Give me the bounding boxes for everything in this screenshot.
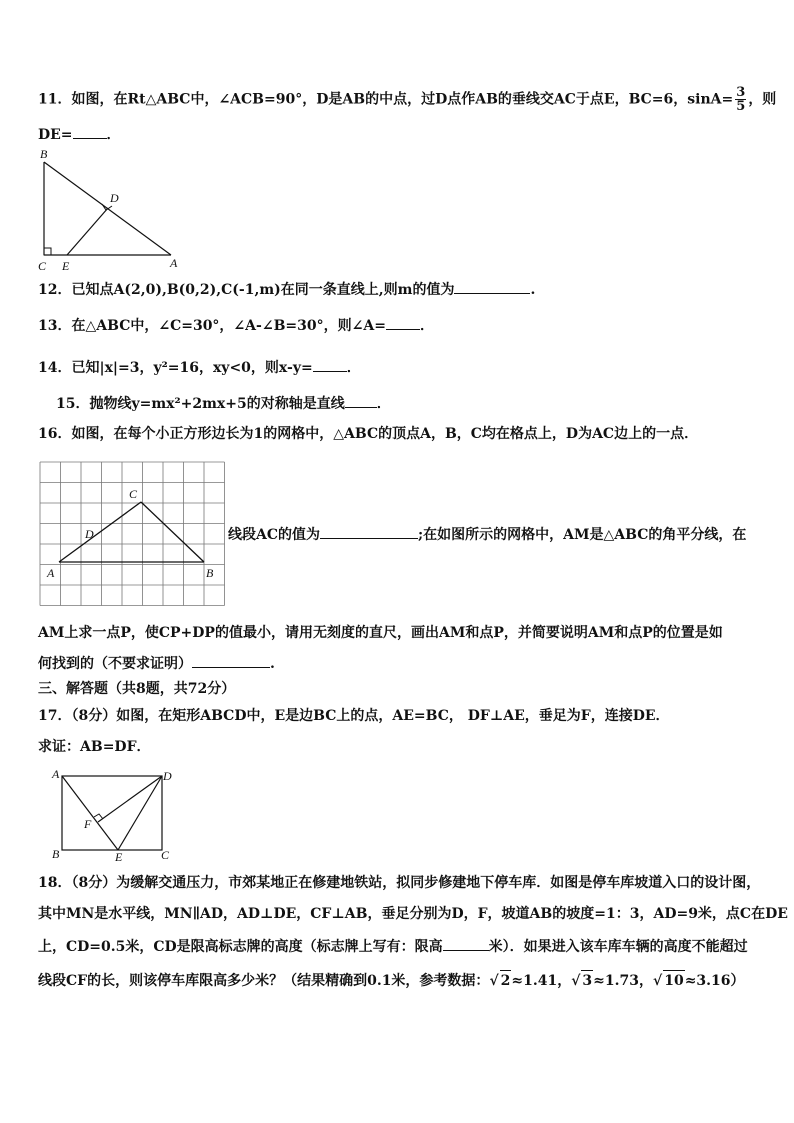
q16-label-b: B xyxy=(206,566,214,580)
q18-line4 xyxy=(38,970,745,991)
section3-title: 三、解答题（共8题，共72分） xyxy=(38,681,236,697)
q11-label-a: A xyxy=(170,256,178,270)
q11-frac-num: 3 xyxy=(736,85,746,100)
q18-line3b: 米）．如果进入该车库车辆的高度不能超过 xyxy=(488,939,748,955)
q11-label-e: E xyxy=(62,259,70,273)
q16-label-a: A xyxy=(47,566,55,580)
q18-line3a: 上，CD=0.5米，CD是限高标志牌的高度（标志牌上写有：限高 xyxy=(38,939,443,955)
q16-text-c: ;在如图所示的网格中，AM是△ABC的角平分线，在 xyxy=(418,527,747,543)
q13-text: 13．在△ABC中，∠C=30°，∠A-∠B=30°，则∠A= xyxy=(38,318,386,334)
q18-approx3: ≈3.16） xyxy=(684,973,745,989)
q17-label-e: E xyxy=(115,850,123,864)
q16-text-e: 何找到的（不要求证明） xyxy=(38,656,192,672)
q16-answer-blank-1[interactable] xyxy=(320,524,418,539)
q16-grid xyxy=(40,462,225,606)
q15-text: 15．抛物线y=mx²+2mx+5的对称轴是直线 xyxy=(56,396,345,412)
q16-line4 xyxy=(38,653,275,674)
q12-answer-blank[interactable] xyxy=(454,279,530,294)
q13-answer-blank[interactable] xyxy=(386,315,420,330)
q12 xyxy=(38,279,535,300)
q17-label-b: B xyxy=(52,847,60,861)
q16-label-d: D xyxy=(85,527,94,541)
q18-line1-text: 18．（8分）为缓解交通压力，市郊某地正在修建地铁站，拟同步修建地下停车库．如图是停车库坡道入口的设计图， xyxy=(38,875,761,891)
q15 xyxy=(56,393,391,414)
q18-line2 xyxy=(38,904,788,924)
sqrt-icon: √ xyxy=(489,973,499,989)
q13 xyxy=(38,315,434,336)
q16-line2 xyxy=(228,524,746,545)
q11-label-c: C xyxy=(38,259,47,273)
q18-approx1: ≈1.41， xyxy=(511,973,572,989)
q18-line3 xyxy=(38,936,748,957)
q16-text-b: 线段AC的值为 xyxy=(228,527,321,543)
q11-frac-den: 5 xyxy=(736,99,746,114)
q12-end: . xyxy=(530,282,536,298)
q16-answer-blank-2[interactable] xyxy=(192,653,270,668)
q17-label-a: A xyxy=(52,767,60,781)
q16-line3 xyxy=(38,623,723,643)
q16-label-c: C xyxy=(129,487,138,501)
q11-text-b: ，则 xyxy=(748,91,777,108)
q14-end: ． xyxy=(346,360,361,376)
q16-text-d: AM上求一点P，使CP+DP的值最小，请用无刻度的直尺，画出AM和点P，并简要说明AM和点P的位置是如 xyxy=(38,625,723,641)
q16-text-f: . xyxy=(270,656,275,672)
q16-text-a: 16．如图，在每个小正方形边长为1的网格中，△ABC的顶点A，B，C均在格点上，D为AC边上的一点． xyxy=(38,426,699,442)
q11-figure xyxy=(36,148,186,274)
q16-grid-figure xyxy=(38,460,228,606)
q11-line1 xyxy=(38,86,776,113)
q18-answer-blank[interactable] xyxy=(443,936,489,951)
q17-text-a: 17．（8分）如图，在矩形ABCD中，E是边BC上的点，AE=BC， DF⊥AE，垂足为F，连接DE． xyxy=(38,708,670,724)
q18-line2-text: 其中MN是水平线，MN∥AD，AD⊥DE，CF⊥AB，垂足分别为D，F，坡道AB的坡度=1：3，AD=9米，点C在DE xyxy=(38,906,788,922)
q11-fraction xyxy=(735,86,746,113)
q17-text-b: 求证：AB=DF． xyxy=(38,739,151,755)
q17-label-d: D xyxy=(163,769,172,783)
q14 xyxy=(38,357,361,378)
q11-text-c: DE= xyxy=(38,127,73,143)
q11-answer-blank[interactable] xyxy=(73,124,107,139)
q11-text-a: 11．如图，在Rt△ABC中，∠ACB=90°，D是AB的中点，过D点作AB的垂线交AC于点E，BC=6，sinA= xyxy=(38,91,734,108)
q14-text: 14．已知|x|=3，y²=16，xy<0，则x-y= xyxy=(38,360,313,376)
q11-label-d: D xyxy=(110,191,119,205)
q13-end: ． xyxy=(419,318,434,334)
q14-answer-blank[interactable] xyxy=(313,357,347,372)
q18-sqrt1: 2 xyxy=(500,970,512,991)
q17-figure xyxy=(48,766,178,862)
q17-label-f: F xyxy=(84,817,92,831)
q18-line1 xyxy=(38,873,760,893)
q11-label-b: B xyxy=(40,147,48,161)
q18-sqrt2: 3 xyxy=(581,970,593,991)
q12-text: 12．已知点A(2,0),B(0,2),C(-1,m)在同一条直线上,则m的值为 xyxy=(38,282,455,298)
sqrt-icon: √ xyxy=(653,973,663,989)
q17-line1 xyxy=(38,706,670,726)
q17-label-c: C xyxy=(161,848,170,862)
q15-end: ． xyxy=(376,396,391,412)
q11-line2 xyxy=(38,124,121,145)
q18-sqrt3: 10 xyxy=(663,970,684,991)
q18-line4a: 线段CF的长，则该停车库限高多少米？（结果精确到0.1米，参考数据： xyxy=(38,973,490,989)
q11-text-d: ． xyxy=(106,127,121,143)
q16-line1 xyxy=(38,424,698,444)
q17-line2 xyxy=(38,737,151,757)
q18-approx2: ≈1.73， xyxy=(593,973,653,989)
q15-answer-blank[interactable] xyxy=(345,393,377,408)
sqrt-icon: √ xyxy=(571,973,581,989)
